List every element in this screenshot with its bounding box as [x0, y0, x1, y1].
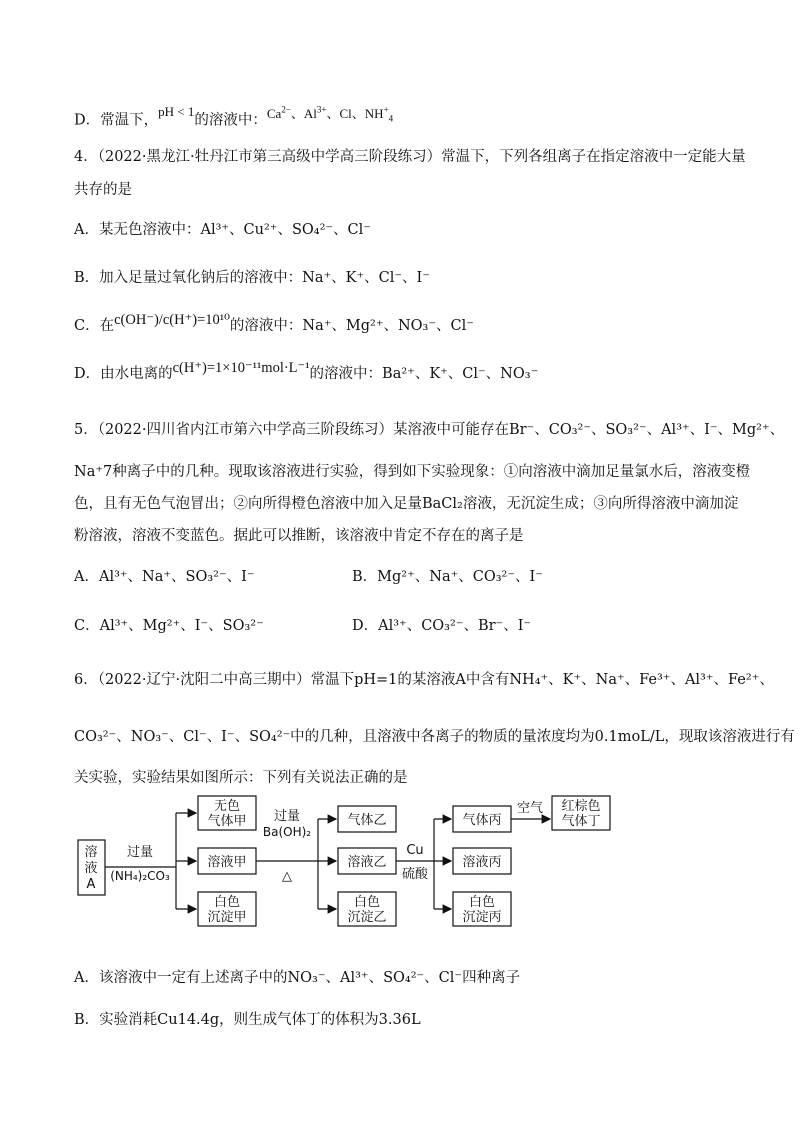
svg-text:液: 液	[84, 861, 98, 876]
q5-option-c: C．Al³⁺、Mg²⁺、I⁻、SO₃²⁻	[74, 618, 264, 634]
q5-option-b: B．Mg²⁺、Na⁺、CO₃²⁻、I⁻	[352, 569, 543, 585]
q4-option-b: B．加入足量过氧化钠后的溶液中：Na⁺、K⁺、Cl⁻、I⁻	[74, 270, 430, 286]
q5-stem-line2: Na⁺7种离子中的几种。现取该溶液进行实验，得到如下实验现象：①向溶液中滴加足量氯水后，溶液变橙	[74, 464, 751, 480]
svg-text:气体丁: 气体丁	[561, 814, 601, 829]
q5-option-a: A．Al³⁺、Na⁺、SO₃²⁻、I⁻	[74, 569, 255, 585]
svg-text:过量: 过量	[273, 809, 301, 824]
q6-stem-line2: CO₃²⁻、NO₃⁻、Cl⁻、I⁻、SO₄²⁻中的几种，且溶液中各离子的物质的量浓度均为0.1moL/L，现取该溶液进行有	[74, 729, 795, 745]
ratio-condition: c(OH⁻)/c(H⁺)=10¹⁰	[114, 312, 230, 328]
q6-option-a: A．该溶液中一定有上述离子中的NO₃⁻、Al³⁺、SO₄²⁻、Cl⁻四种离子	[74, 970, 521, 986]
q4-stem-line1: 4．（2022·黑龙江·牡丹江市第三高级中学高三阶段练习）常温下，下列各组离子在指定溶液中一定能大量	[74, 149, 746, 165]
svg-text:空气: 空气	[516, 801, 544, 816]
svg-text:沉淀丙: 沉淀丙	[462, 910, 502, 925]
svg-text:白色: 白色	[353, 895, 381, 910]
ph-condition: pH < 1	[158, 104, 195, 120]
svg-text:沉淀甲: 沉淀甲	[207, 910, 247, 925]
svg-text:A: A	[86, 877, 96, 892]
q4-option-c: C．在c(OH⁻)/c(H⁺)=10¹⁰的溶液中：Na⁺、Mg²⁺、NO₃⁻、Cl⁻	[74, 312, 474, 334]
svg-text:沉淀乙: 沉淀乙	[347, 910, 387, 925]
svg-text:无色: 无色	[213, 799, 241, 814]
q6-stem-line3: 关实验，实验结果如图所示：下列有关说法正确的是	[74, 770, 408, 786]
q4-option-d: D．由水电离的c(H⁺)=1×10⁻¹¹mol·L⁻¹的溶液中：Ba²⁺、K⁺、Cl⁻、NO₃⁻	[74, 360, 539, 382]
q5-stem-line1: 5．（2022·四川省内江市第六中学高三阶段练习）某溶液中可能存在Br⁻、CO₃²⁻、SO₃²⁻、Al³⁺、I⁻、Mg²⁺、	[74, 422, 785, 438]
svg-text:溶液乙: 溶液乙	[347, 855, 387, 870]
q4-stem-line2: 共存的是	[74, 182, 132, 198]
svg-text:气体丙: 气体丙	[462, 813, 502, 828]
svg-text:红棕色: 红棕色	[561, 799, 601, 814]
svg-text:溶液甲: 溶液甲	[207, 855, 247, 870]
svg-text:溶液丙: 溶液丙	[462, 855, 502, 870]
q6-option-b: B．实验消耗Cu14.4g，则生成气体丁的体积为3.36L	[74, 1012, 421, 1028]
svg-text:白色: 白色	[213, 895, 241, 910]
q5-stem-line4: 粉溶液，溶液不变蓝色。据此可以推断，该溶液中肯定不存在的离子是	[74, 528, 524, 544]
q5-stem-line3: 色，且有无色气泡冒出；②向所得橙色溶液中加入足量BaCl₂溶液，无沉淀生成；③向所得溶液中滴加淀	[74, 496, 739, 512]
svg-text:白色: 白色	[468, 895, 496, 910]
svg-text:过量: 过量	[126, 845, 154, 860]
q4-option-a: A．某无色溶液中：Al³⁺、Cu²⁺、SO₄²⁻、Cl⁻	[74, 222, 371, 238]
svg-text:气体甲: 气体甲	[207, 814, 247, 829]
svg-text:Ba(OH)₂: Ba(OH)₂	[262, 825, 312, 839]
svg-text:△: △	[282, 869, 292, 884]
concentration-condition: c(H⁺)=1×10⁻¹¹mol·L⁻¹	[172, 360, 310, 376]
svg-text:溶: 溶	[84, 845, 98, 860]
svg-text:(NH₄)₂CO₃: (NH₄)₂CO₃	[110, 869, 170, 883]
q3-option-d: D．常温下，pH < 1的溶液中：$Ca^{2-}$、$Al^{3+}$、Cl、$NH^+_4$	[74, 104, 394, 129]
svg-text:气体乙: 气体乙	[347, 813, 387, 828]
svg-text:Cu: Cu	[406, 843, 424, 858]
q6-stem-line1: 6．（2022·辽宁·沈阳二中高三期中）常温下pH=1的某溶液A中含有NH₄⁺、K⁺、Na⁺、Fe³⁺、Al³⁺、Fe²⁺、	[74, 672, 774, 688]
q5-option-d: D．Al³⁺、CO₃²⁻、Br⁻、I⁻	[352, 618, 532, 634]
ion-list: $Ca^{2-}$、$Al^{3+}$、Cl、$NH^+_4$	[266, 105, 394, 124]
svg-text:硫酸: 硫酸	[401, 867, 429, 882]
experiment-flowchart	[0, 790, 800, 950]
